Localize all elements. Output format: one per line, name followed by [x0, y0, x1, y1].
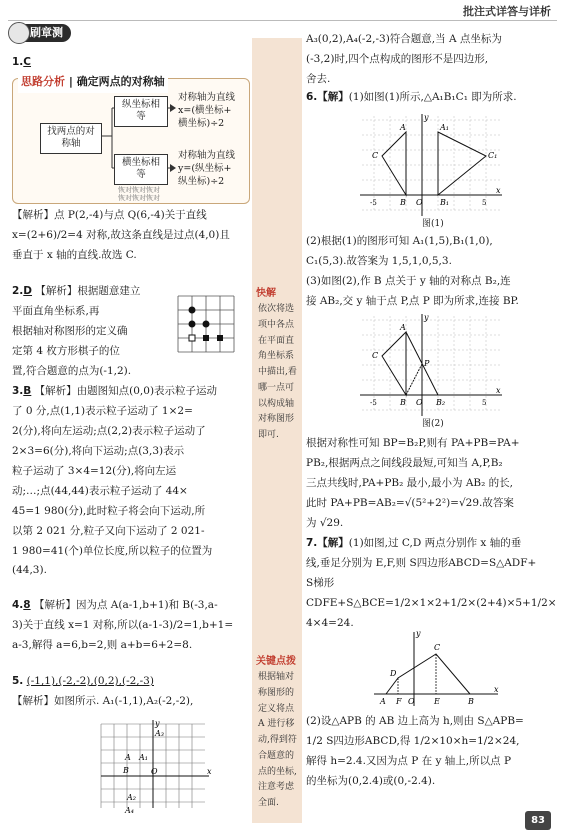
svg-text:C: C: [372, 351, 379, 360]
map-b2-line1: 对称轴为直线: [178, 150, 236, 161]
q7-part2: [306, 712, 556, 792]
q7-line4: 4×4=24.: [306, 616, 354, 629]
svg-text:D: D: [390, 669, 397, 678]
header-rule: [8, 20, 557, 21]
tip-title-quick: 快解: [256, 288, 276, 299]
svg-text:E: E: [434, 697, 440, 706]
q4-answer: 8: [23, 599, 31, 611]
q6-line6: 根据对称性可知 BP=B₂P,则有 PA+PB=PA+: [306, 437, 520, 449]
svg-text:O: O: [151, 767, 158, 776]
map-stamp-2: 恢对恢对恢对: [118, 194, 160, 203]
q7-part1: [306, 534, 556, 634]
q3-line2: 了 0 分,点(1,1)表示粒子运动了 1×2=: [12, 404, 193, 417]
q7-number: 7.: [306, 537, 318, 549]
svg-text:B: B: [123, 766, 129, 775]
q5-line1: 【解析】如图所示. A₁(-1,1),A₂(-2,-2),: [12, 694, 194, 707]
q6-figure-1: [356, 112, 506, 220]
q7-line1: (1)如图,过 C,D 两点分别作 x 轴的垂: [348, 537, 522, 549]
svg-text:-5: -5: [370, 199, 377, 207]
page-number: 83: [525, 811, 551, 830]
q4-line2: 3)关于直线 x=1 对称,所以(a-1-3)/2=1,b+1=: [12, 618, 234, 631]
map-b1-line3: 横坐标)÷2: [178, 117, 225, 129]
svg-text:A₁: A₁: [440, 123, 449, 132]
q6-figure-2: [356, 312, 506, 420]
q3-block: [12, 382, 248, 581]
svg-text:x: x: [494, 685, 499, 694]
map-b1-line2: x=(横坐标+: [178, 104, 232, 116]
r-line3: 舍去.: [306, 72, 331, 85]
q3-line8: 以第 2 021 分,粒子又向下运动了 2 021-: [12, 524, 205, 537]
fig1-caption: 图(1): [422, 219, 444, 229]
q3-line1: 【解析】由题图知点(0,0)表示粒子运动: [34, 385, 218, 397]
q2-line2: 平面直角坐标系,再: [12, 304, 100, 317]
q1-answer: C: [23, 56, 32, 68]
mind-map-header: 思路分析 | 确定两点的对称轴: [18, 72, 168, 93]
map-b2-line3: 纵坐标)÷2: [178, 175, 225, 187]
tip-title-key: 关键点拨: [256, 656, 296, 667]
q7-line8: 的坐标为(0,2.4)或(0,-2.4).: [306, 774, 436, 787]
svg-text:B₂: B₂: [436, 398, 446, 407]
map-branch1-node: 纵坐标相等: [114, 96, 168, 127]
q7-line3: S梯形CDFE+S△BCE=1/2×1×2+1/2×(2+4)×5+1/2×: [306, 576, 557, 609]
q1-exp-3: 垂直于 x 轴的直线.故选 C.: [12, 248, 137, 261]
q7-line6: 1/2 S四边形ABCD,得 1/2×10×h=1/2×24,: [306, 734, 520, 747]
svg-text:A₄: A₄: [125, 806, 134, 815]
svg-text:B: B: [400, 398, 406, 407]
map-stamp: [118, 186, 160, 203]
q2-line1: 【解析】根据题意建立: [35, 285, 141, 297]
q1-number: 1.: [12, 56, 24, 68]
mind-map-sub: 确定两点的对称轴: [76, 75, 165, 88]
q6-line5: 接 AB₂,交 y 轴于点 P,点 P 即为所求,连接 BP.: [306, 294, 519, 307]
svg-text:O: O: [408, 697, 415, 706]
header-title: 批注式详答与详析: [463, 5, 551, 18]
q3-line3: 2(分),将向左运动;点(2,2)表示粒子运动了: [12, 424, 206, 437]
map-b2-line2: y=(纵坐标+: [178, 162, 232, 174]
q5-continued: [306, 30, 556, 90]
q6-line9: 此时 PA+PB=AB₂=√(5²+2²)=√29.故答案: [306, 496, 514, 509]
r-line2: (-3,2)时,四个点构成的图形不是四边形,: [306, 52, 489, 65]
q7-figure: [370, 628, 502, 708]
svg-text:A₃: A₃: [155, 729, 164, 738]
q1-exp-1: 【解析】点 P(2,-4)与点 Q(6,-4)关于直线: [12, 209, 207, 221]
svg-text:x: x: [496, 386, 501, 395]
svg-text:x: x: [207, 767, 212, 776]
svg-text:A: A: [400, 323, 406, 332]
svg-text:B₁: B₁: [440, 198, 450, 207]
q6-line7: PB₂,根据两点之间线段最短,可知当 A,P,B₂: [306, 456, 503, 469]
q1-explanation: [12, 206, 248, 266]
q7-line2: 线,垂足分别为 E,F,则 S四边形ABCD=S△ADF+: [306, 556, 537, 569]
svg-text:A: A: [400, 123, 406, 132]
q3-number: 3.: [12, 385, 24, 397]
section-badge: [10, 24, 71, 42]
q3-line4: 2×3=6(分),将向下运动;点(3,3)表示: [12, 444, 185, 457]
q2-line5: 置,符合题意的点为(-1,2).: [12, 364, 132, 377]
svg-text:A₁: A₁: [139, 753, 148, 762]
svg-text:B: B: [468, 697, 474, 706]
q5-block: [12, 672, 248, 712]
q4-block: [12, 596, 248, 656]
q3-line10: (44,3).: [12, 564, 47, 577]
tip-body-key: 根据轴对称图形的定义将点 A 进行移动,得到符合题意的点的坐标,注意考虑全面.: [258, 672, 297, 808]
map-branch2-node: 横坐标相等: [114, 154, 168, 185]
q6-number: 6.: [306, 91, 318, 103]
svg-text:A: A: [380, 697, 386, 706]
q7-line5: (2)设△APB 的 AB 边上高为 h,则由 S△APB=: [306, 715, 524, 727]
mind-map-label: 思路分析: [21, 75, 65, 88]
section-label: 刷章测: [30, 26, 63, 39]
q6-line2: (2)根据(1)的图形可知 A₁(1,5),B₁(1,0),: [306, 235, 493, 247]
q5-answer: (-1,1),(-2,-2),(0,2),(-2,-3): [26, 675, 154, 687]
tip-body-quick: 依次将选项中各点在平面直角坐标系中描出,看哪一点可以构成轴对称图形即可.: [258, 304, 297, 440]
fig2-caption: 图(2): [422, 419, 444, 429]
svg-text:y: y: [424, 313, 429, 322]
map-root-node: 找两点的对称轴: [40, 123, 102, 154]
q6-line1: (1)如图(1)所示,△A₁B₁C₁ 即为所求.: [348, 91, 517, 103]
q2-line3: 根据轴对称图形的定义确: [12, 324, 128, 337]
map-branch1-result: [178, 92, 248, 130]
q5-grid-figure: [95, 718, 215, 816]
svg-text:A₂: A₂: [127, 793, 136, 802]
svg-text:C₁: C₁: [488, 151, 498, 160]
q3-line7: 45=1 980(分),此时粒子将会向下运动,所: [12, 504, 206, 517]
map-stamp-1: 恢对恢对恢对: [118, 186, 160, 194]
q6-part3-reasoning: [306, 434, 556, 534]
svg-text:y: y: [424, 113, 429, 122]
svg-text:B: B: [400, 198, 406, 207]
q7-line7: 解得 h=2.4.又因为点 P 在 y 轴上,所以点 P: [306, 754, 512, 767]
q3-answer: B: [23, 385, 32, 397]
svg-text:y: y: [155, 719, 160, 728]
q2-answer: D: [23, 285, 33, 297]
svg-text:-5: -5: [370, 399, 377, 407]
q6-line3: C₁(5,3).故答案为 1,5,1,0,5,3.: [306, 254, 452, 267]
svg-text:C: C: [434, 643, 441, 652]
chess-grid-figure: [172, 288, 244, 360]
q1-exp-2: x=(2+6)/2=4 对称,故这条直线是过点(4,0)且: [12, 228, 230, 241]
q6-line8: 三点共线时,PA+PB₂ 最小,最小为 AB₂ 的长,: [306, 476, 514, 489]
svg-text:F: F: [396, 697, 402, 706]
q6-line4: (3)如图(2),作 B 点关于 y 轴的对称点 B₂,连: [306, 274, 511, 287]
svg-text:O: O: [416, 198, 423, 207]
svg-text:A: A: [125, 753, 131, 762]
q6-line10: 为 √29.: [306, 516, 344, 529]
map-b1-line1: 对称轴为直线: [178, 92, 236, 103]
q2-number: 2.: [12, 285, 24, 297]
svg-text:5: 5: [482, 399, 487, 407]
svg-text:5: 5: [482, 199, 487, 207]
r-line1: A₃(0,2),A₄(-2,-3)符合题意,当 A 点坐标为: [306, 33, 502, 45]
map-branch2-result: [178, 150, 248, 188]
q6-tag: 【解】: [317, 91, 349, 103]
ball-icon: [8, 22, 30, 44]
svg-text:P: P: [424, 359, 430, 368]
svg-text:x: x: [496, 186, 501, 195]
q4-line3: a-3,解得 a=6,b=2,则 a+b=6+2=8.: [12, 638, 193, 651]
q1-line: [12, 52, 248, 72]
q6-intro: [306, 88, 556, 108]
q7-tag: 【解】: [317, 537, 349, 549]
q4-line1: 【解析】因为点 A(a-1,b+1)和 B(-3,a-: [33, 599, 218, 611]
q5-number: 5.: [12, 675, 24, 687]
svg-text:C: C: [372, 151, 379, 160]
svg-text:O: O: [416, 398, 423, 407]
q3-line6: 动;…;点(44,44)表示粒子运动了 44×: [12, 484, 188, 497]
q6-part2-3: [306, 232, 556, 312]
q3-line9: 1 980=41(个)单位长度,所以粒子的位置为: [12, 544, 213, 557]
svg-text:y: y: [416, 629, 421, 638]
q2-line4: 定第 4 枚方形棋子的位: [12, 344, 120, 357]
q3-line5: 粒子运动了 3×4=12(分),将向左运: [12, 464, 177, 477]
q4-number: 4.: [12, 599, 24, 611]
